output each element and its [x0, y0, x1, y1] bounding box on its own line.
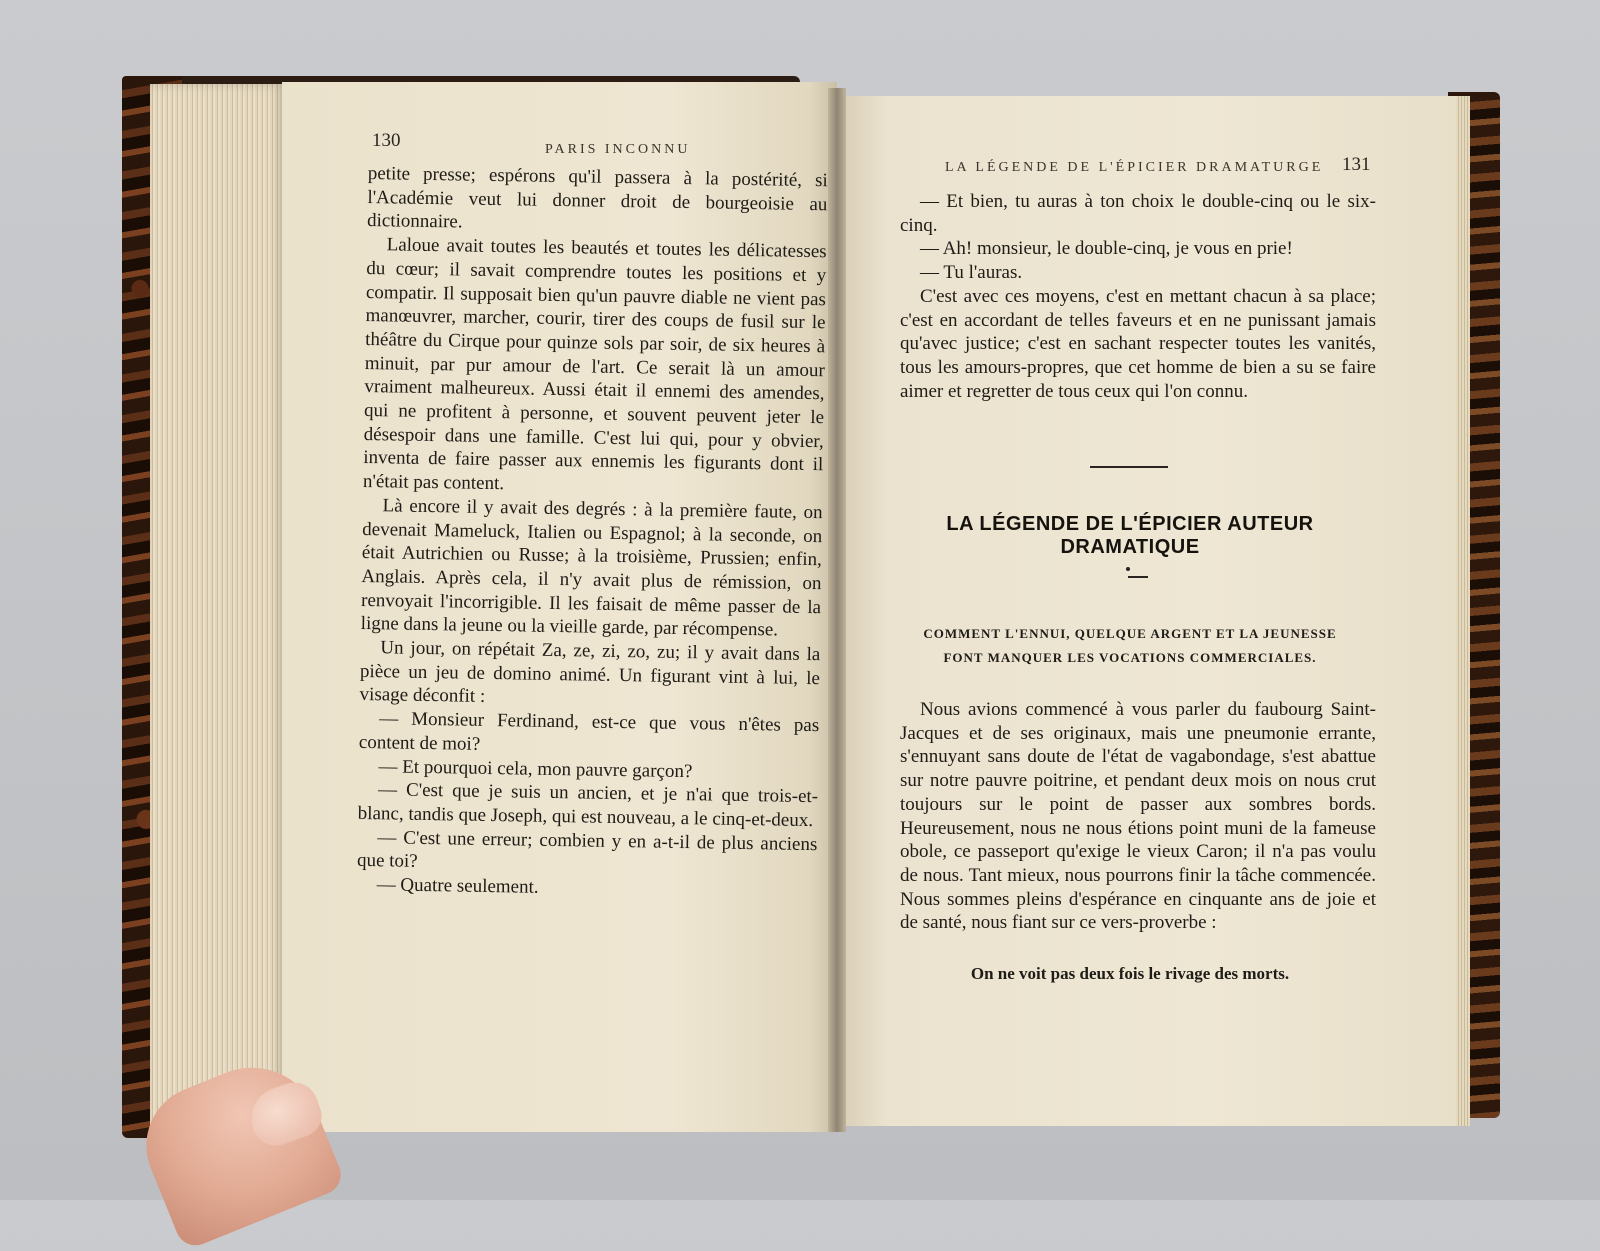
subtitle-line: FONT MANQUER LES VOCATIONS COMMERCIALES. — [943, 650, 1317, 665]
dialogue-line: — Et bien, tu auras à ton choix le double-cinq ou le six-cinq. — [900, 191, 1376, 236]
section-rule — [1090, 466, 1168, 468]
left-page-number: 130 — [372, 130, 401, 151]
right-running-head: LA LÉGENDE DE L'ÉPICIER DRAMATURGE — [945, 160, 1324, 175]
dialogue-line: — C'est une erreur; combien y en a-t-il de plus anciens que toi? — [356, 826, 818, 873]
paragraph: Là encore il y avait des degrés : à la première faute, on devenait Mameluck, Italien ou Espagnol; à la seconde, on était Autrichien ou Russe; à la troisième, Prussien; enfin, Anglais. Après cela, il n'y avait plus de rémission, on renvoyait l'incorrigible. Il les faisait de même passer de la ligne dans la jeune ou la vieille garde, par récompense. — [360, 495, 823, 641]
right-page-body — [900, 698, 1376, 935]
ornament-rule — [1128, 576, 1148, 578]
subtitle-line: COMMENT L'ENNUI, QUELQUE ARGENT ET LA JEUNESSE — [923, 626, 1337, 641]
dialogue-line: — C'est que je suis un ancien, et je n'ai que trois-et-blanc, tandis que Joseph, qui est nouveau, a le cinq-et-deux. — [357, 779, 819, 832]
dialogue-line: — Tu l'auras. — [920, 262, 1023, 284]
chapter-title: LA LÉGENDE DE L'ÉPICIER AUTEUR DRAMATIQUE — [946, 513, 1314, 558]
paragraph: Nous avions commencé à vous parler du faubourg Saint-Jacques et de ses originaux, mais une pneumonie errante, s'ennuyant sans doute de l'état de vagabondage, s'est abattue sur notre pauvre poitrine, et pendant deux mois on nous crut toujours sur le point de passer aux sombres bords. Heureusement, nous ne nous étions point muni de la fameuse obole, ce passeport qu'exige le vieux Caron; il n'a pas voulu de nous. Tant mieux, nous pourrons finir la tâche commencée. Nous sommes pleins d'espérance en cinquante ans de joie et de santé, nous fiant sur ce vers-proverbe : — [900, 699, 1376, 934]
paragraph: Un jour, on répétait Za, ze, zi, zo, zu; il y avait dans la pièce un jeu de domino animé. Un figurant vint à lui, le visage déconfit : — [359, 637, 821, 708]
right-page-dialogue — [900, 190, 1376, 403]
dialogue-line: — Quatre seulement. — [376, 874, 539, 898]
page-edges-left — [150, 84, 285, 1130]
verse-quote: On ne voit pas deux fois le rivage des morts. — [970, 964, 1290, 983]
left-page-text — [356, 162, 827, 904]
dialogue-line: — Ah! monsieur, le double-cinq, je vous en prie! — [920, 238, 1293, 260]
right-page-number: 131 — [1342, 154, 1371, 175]
paragraph: Laloue avait toutes les beautés et toutes les délicatesses du cœur; il savait comprendre toutes les positions et y compatir. Il supposait bien qu'un pauvre diable ne vient pas manœuvrer, marcher, courir, tirer des coups de fusil sur le théâtre du Cirque pour quinze sols par soir, de six heures à minuit, par pur amour de l'art. Ce serait là un amour vraiment malheureux. Aussi était il ennemi des amendes, qui ne profitent à personne, et souvent peuvent jeter le désespoir dans une famille. C'est lui qui, pour y obvier, inventa de faire passer aux ennemis les figurants dont il n'était pas content. — [362, 234, 827, 495]
ornament-dot — [1126, 567, 1130, 571]
left-running-head: PARIS INCONNU — [545, 142, 691, 157]
dialogue-line: — Monsieur Ferdinand, est-ce que vous n'êtes pas content de moi? — [358, 708, 820, 755]
dialogue-line: — Et pourquoi cela, mon pauvre garçon? — [378, 755, 693, 782]
paragraph: C'est avec ces moyens, c'est en mettant chacun à sa place; c'est en accordant de telles faveurs et en ne punissant jamais qu'avec justice; c'est en sachant respecter toutes les vanités, tous les amours-propres, que cet homme de bien a su se faire aimer et regretter de tous ceux qui l'on connu. — [900, 285, 1376, 402]
paragraph: petite presse; espérons qu'il passera à la postérité, si l'Académie veut lui donner droit de bourgeoisie au dictionnaire. — [366, 162, 828, 233]
chapter-subtitle — [900, 622, 1360, 670]
page-edges-right — [1456, 96, 1470, 1126]
book-gutter — [828, 88, 846, 1132]
